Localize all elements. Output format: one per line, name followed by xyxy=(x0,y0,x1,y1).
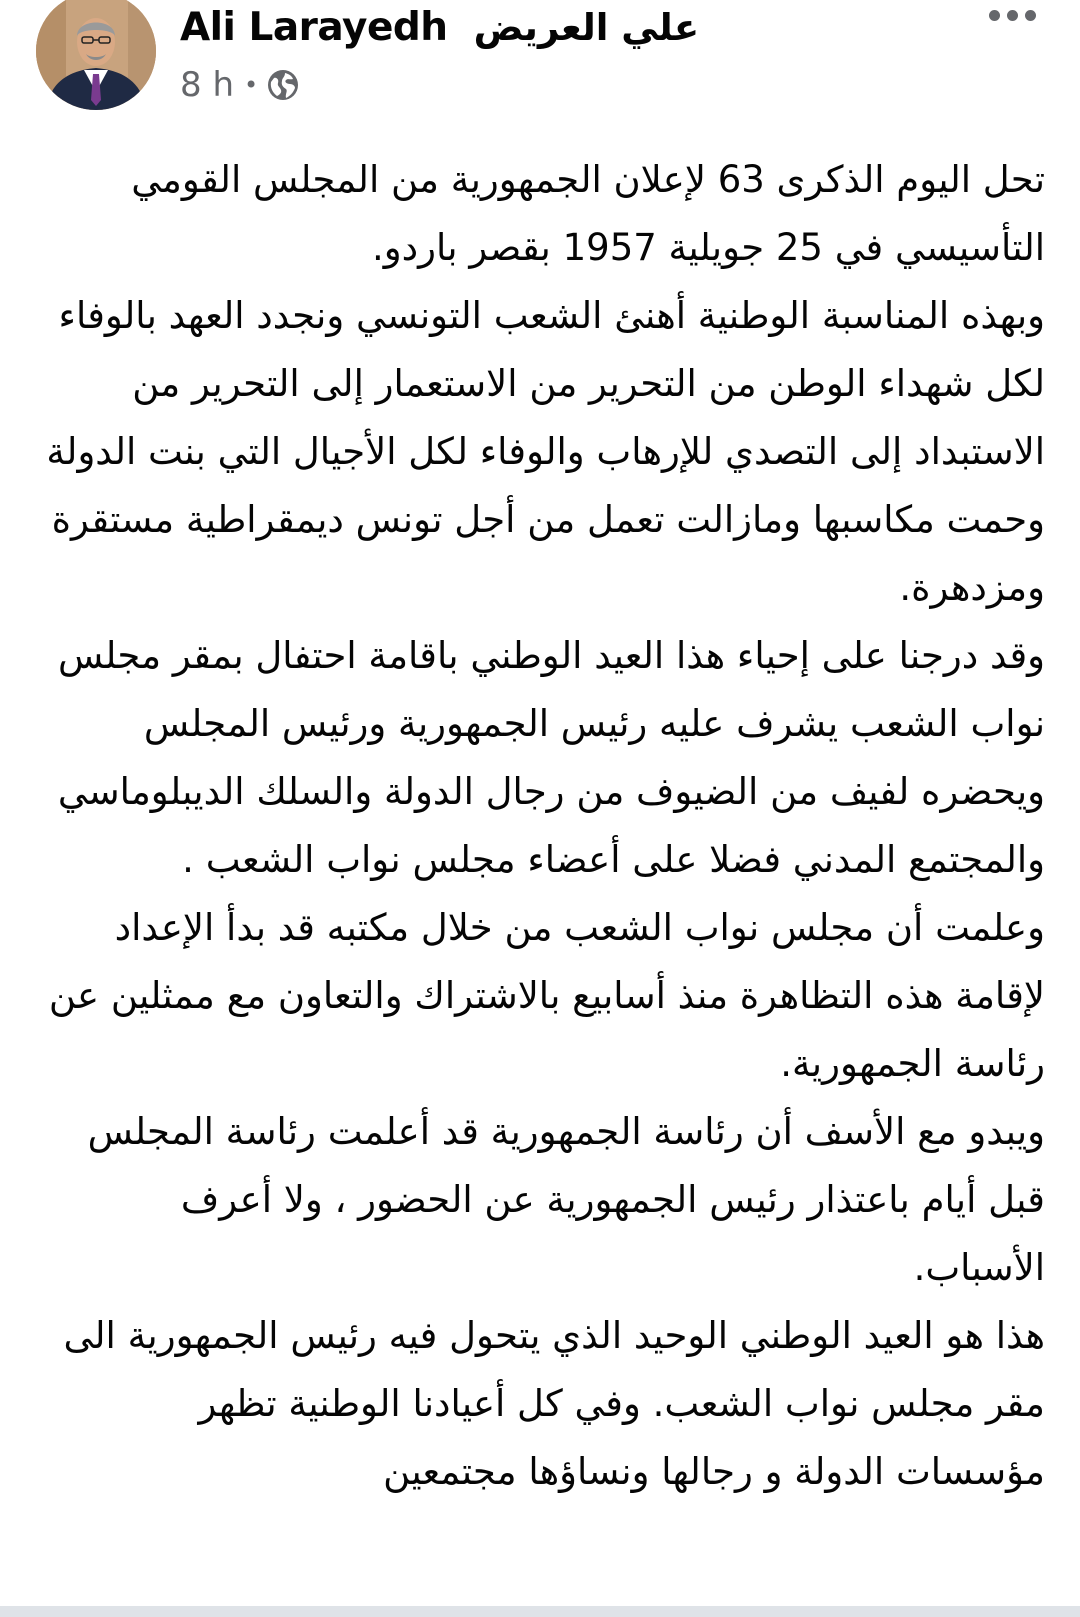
meta-separator: • xyxy=(244,71,259,99)
post-meta xyxy=(180,64,300,106)
author-avatar[interactable] xyxy=(36,0,156,110)
bottom-divider xyxy=(0,1606,1080,1617)
post-paragraph: وبهذه المناسبة الوطنية أهنئ الشعب التونسي ونجدد العهد بالوفاء لكل شهداء الوطن من التحرير من الاستعمار إلى التحرير من الاستبداد إلى التصدي للإرهاب والوفاء لكل الأجيال التي بنت الدولة وحمت مكاسبها ومازالت تعمل من أجل تونس ديمقراطية مستقرة ومزدهرة. xyxy=(46,294,1045,609)
post-paragraph: ويبدو مع الأسف أن رئاسة الجمهورية قد أعلمت رئاسة المجلس قبل أيام باعتذار رئيس الجمهورية عن الحضور ، ولا أعرف الأسباب. xyxy=(87,1110,1045,1289)
author-line xyxy=(180,2,699,52)
more-options-icon xyxy=(989,10,1000,21)
globe-icon[interactable] xyxy=(266,68,300,102)
more-options-icon xyxy=(1025,10,1036,21)
post-paragraph: وعلمت أن مجلس نواب الشعب من خلال مكتبه قد بدأ الإعداد لإقامة هذه التظاهرة منذ أسابيع بالاشتراك والتعاون مع ممثلين عن رئاسة الجمهورية. xyxy=(48,906,1045,1085)
post-paragraph: هذا هو العيد الوطني الوحيد الذي يتحول فيه رئيس الجمهورية الى مقر مجلس نواب الشعب. وفي كل أعيادنا الوطنية تظهر مؤسسات الدولة و رجالها ونساؤها مجتمعين xyxy=(63,1314,1045,1493)
more-options-icon xyxy=(1007,10,1018,21)
post-text xyxy=(40,146,1045,1506)
post-paragraph: تحل اليوم الذكرى 63 لإعلان الجمهورية من المجلس القومي التأسيسي في 25 جويلية 1957 بقصر باردو. xyxy=(131,158,1045,269)
profile-photo-icon xyxy=(36,0,156,110)
post-timestamp[interactable]: 8 h xyxy=(180,65,234,105)
author-name-arabic[interactable]: علي العريض xyxy=(473,5,700,49)
post-paragraph: وقد درجنا على إحياء هذا العيد الوطني باقامة احتفال بمقر مجلس نواب الشعب يشرف عليه رئيس الجمهورية ورئيس المجلس ويحضره لفيف من الضيوف من رجال الدولة والسلك الديبلوماسي والمجتمع المدني فضلا على أعضاء مجلس نواب الشعب . xyxy=(57,634,1045,881)
more-options-button[interactable] xyxy=(972,0,1052,30)
author-name[interactable]: Ali Larayedh xyxy=(180,4,448,50)
post-header xyxy=(0,0,1080,140)
